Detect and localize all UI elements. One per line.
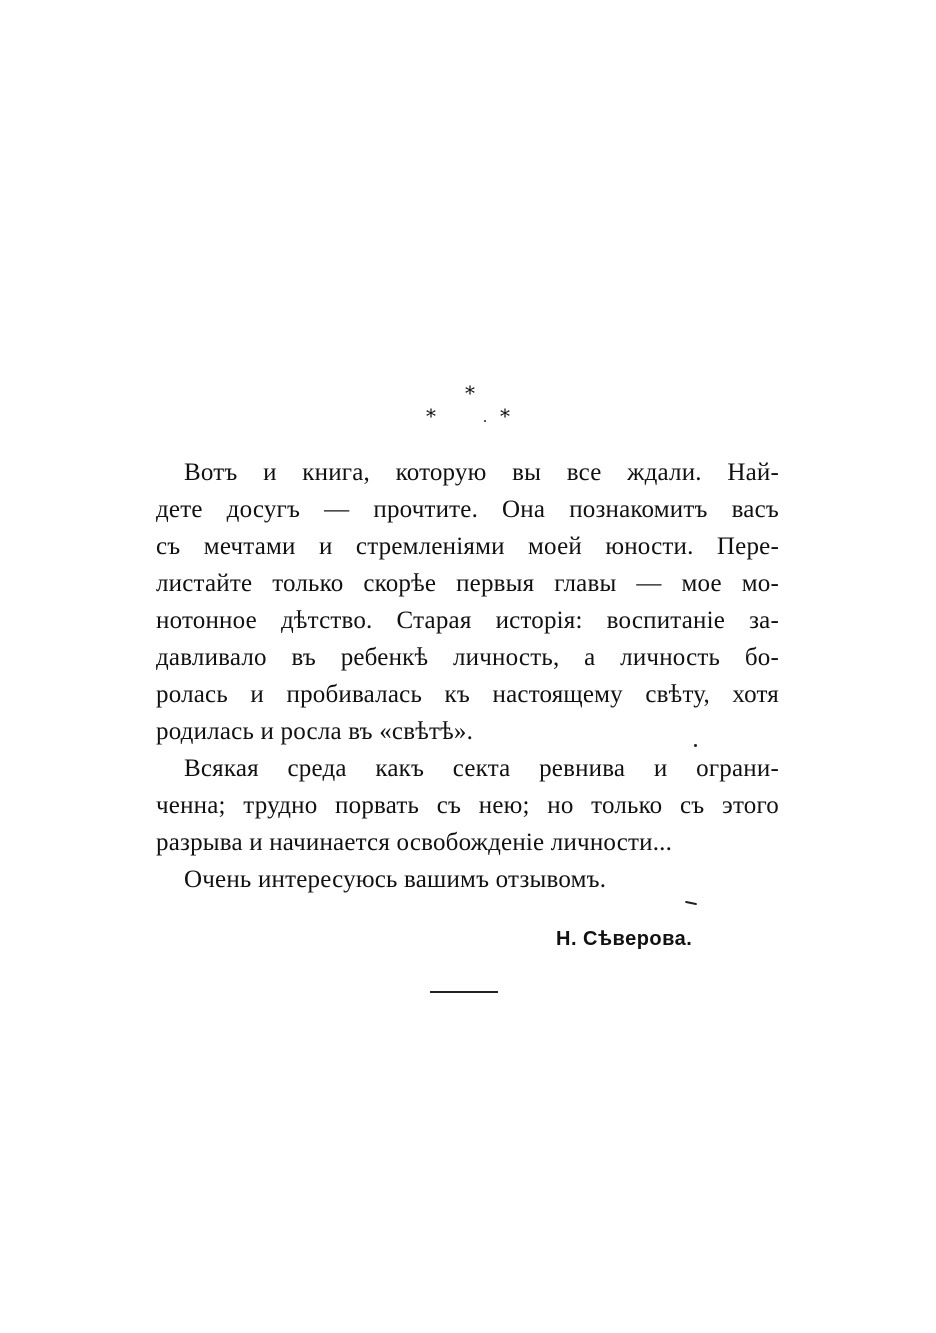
asterism-star-right: *	[500, 404, 510, 428]
ink-speck	[685, 901, 697, 905]
paragraph-2	[156, 750, 779, 861]
text-line: ченна; трудно порвать съ нею; но только съ этого	[156, 792, 779, 819]
paragraph-3	[156, 861, 779, 898]
asterism-star-left: *	[426, 404, 436, 428]
text-line: Всякая среда какъ секта ревнива и ограни-	[184, 755, 779, 782]
text-line: разрыва и начинается освобожденіе личности...	[156, 829, 673, 856]
text-line: давливало въ ребенкѣ личность, а личность бо-	[156, 644, 779, 671]
ink-speck	[694, 744, 697, 747]
text-line: листайте только скорѣе первыя главы — мое мо-	[156, 570, 779, 597]
text-line: съ мечтами и стремленіями моей юности. Пере-	[156, 533, 779, 560]
asterism-star-top: *	[465, 381, 475, 405]
asterism-ornament	[0, 380, 936, 430]
text-line: Вотъ и книга, которую вы все ждали. Най-	[184, 459, 779, 486]
speck-mark	[484, 420, 486, 422]
text-line: родилась и росла въ «свѣтѣ».	[156, 718, 474, 745]
author-signature: Н. Сѣверова.	[556, 928, 693, 950]
text-line: нотонное дѣтство. Старая исторія: воспитаніе за-	[156, 607, 779, 634]
letter-body	[156, 454, 779, 898]
text-line: дете досугъ — прочтите. Она познакомитъ васъ	[156, 496, 779, 523]
text-line: ролась и пробивалась къ настоящему свѣту, хотя	[156, 681, 779, 708]
closing-rule-divider	[430, 991, 498, 993]
paragraph-1	[156, 454, 779, 750]
text-line: Очень интересуюсь вашимъ отзывомъ.	[184, 866, 607, 893]
